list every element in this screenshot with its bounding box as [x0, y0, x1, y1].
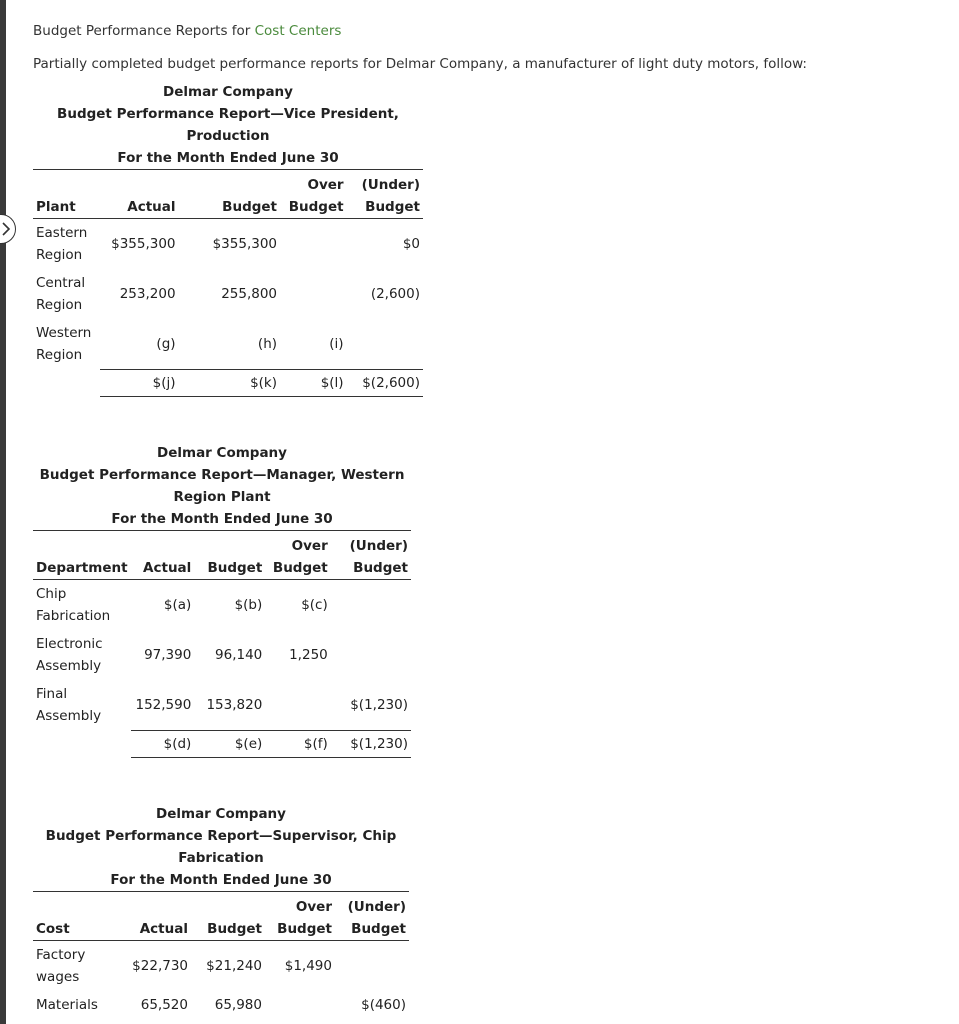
col-actual: Actual: [100, 196, 179, 219]
heading-text: Budget Performance Reports for: [33, 23, 255, 39]
intro-text: Partially completed budget performance reports for Delmar Company, a manufacturer of light duty motors, follow:: [33, 56, 807, 72]
left-edge-bar: [0, 0, 6, 1024]
col-under: Budget: [347, 196, 423, 219]
col-budget: Budget: [194, 557, 265, 580]
col-over: Budget: [265, 557, 330, 580]
table-row: Chip Fabrication $(a) $(b) $(c): [36, 586, 328, 624]
col-plant: Plant: [33, 196, 100, 219]
table-row: Final Assembly 152,590 153,820 $(1,230): [36, 686, 408, 724]
col-actual: Actual: [125, 918, 191, 941]
page-heading: [33, 23, 341, 39]
col-budget: Budget: [191, 918, 265, 941]
report-table: Over (Under) Department Actual Budget Budget Budget Chip Fabrication $(a) $(b) $(c) Electronic Assembly 97,390 96,140 1,250 Final Assembly 152,590 153,820 $(1,230) $(d) $(e) $(f) $(1,230): [33, 530, 411, 758]
table-row: Electronic Assembly 97,390 96,140 1,250: [36, 636, 328, 674]
col-cost: Cost: [33, 918, 125, 941]
col-under: Budget: [335, 918, 409, 941]
chevron-right-icon: [1, 222, 11, 236]
report-table: Over (Under) Plant Actual Budget Budget Budget Eastern Region $355,300 $355,300 $0 Central Region 253,200 255,800 (2,600) Western Region (g) (h) (i) $(j) $(k) $(l) $(2,600): [33, 169, 423, 397]
table-row: Central Region 253,200 255,800 (2,600): [36, 275, 420, 313]
report-title: Delmar Company Budget Performance Report—Supervisor, Chip Fabrication For the Month Ended June 30: [45, 806, 397, 888]
western-region-manager-report: [33, 442, 411, 758]
report-table: Over (Under) Cost Actual Budget Budget Budget Factory wages $22,730 $21,240 $1,490 Materials 65,520 65,980 $(460): [33, 891, 409, 1019]
expand-panel-button[interactable]: [0, 214, 16, 244]
col-under: Budget: [331, 557, 411, 580]
table-row: Western Region (g) (h) (i): [36, 325, 344, 363]
col-budget: Budget: [179, 196, 280, 219]
cost-centers-link[interactable]: Cost Centers: [254, 23, 342, 39]
table-row: Materials 65,520 65,980 $(460): [36, 997, 406, 1013]
col-over: Budget: [265, 918, 335, 941]
total-row: $(j) $(k) $(l) $(2,600): [33, 369, 423, 396]
report-title: Delmar Company Budget Performance Report—Vice President, Production For the Month Ended June 30: [57, 84, 399, 166]
table-row: Eastern Region $355,300 $355,300 $0: [36, 225, 420, 263]
vp-production-report: [33, 81, 423, 397]
table-row: Factory wages $22,730 $21,240 $1,490: [36, 947, 332, 985]
chip-fabrication-supervisor-report: [33, 803, 409, 1019]
report-title: Delmar Company Budget Performance Report—Manager, Western Region Plant For the Month Ended June 30: [39, 445, 405, 527]
total-row: $(d) $(e) $(f) $(1,230): [33, 730, 411, 757]
col-actual: Actual: [131, 557, 195, 580]
col-over: Budget: [280, 196, 347, 219]
col-department: Department: [33, 557, 131, 580]
